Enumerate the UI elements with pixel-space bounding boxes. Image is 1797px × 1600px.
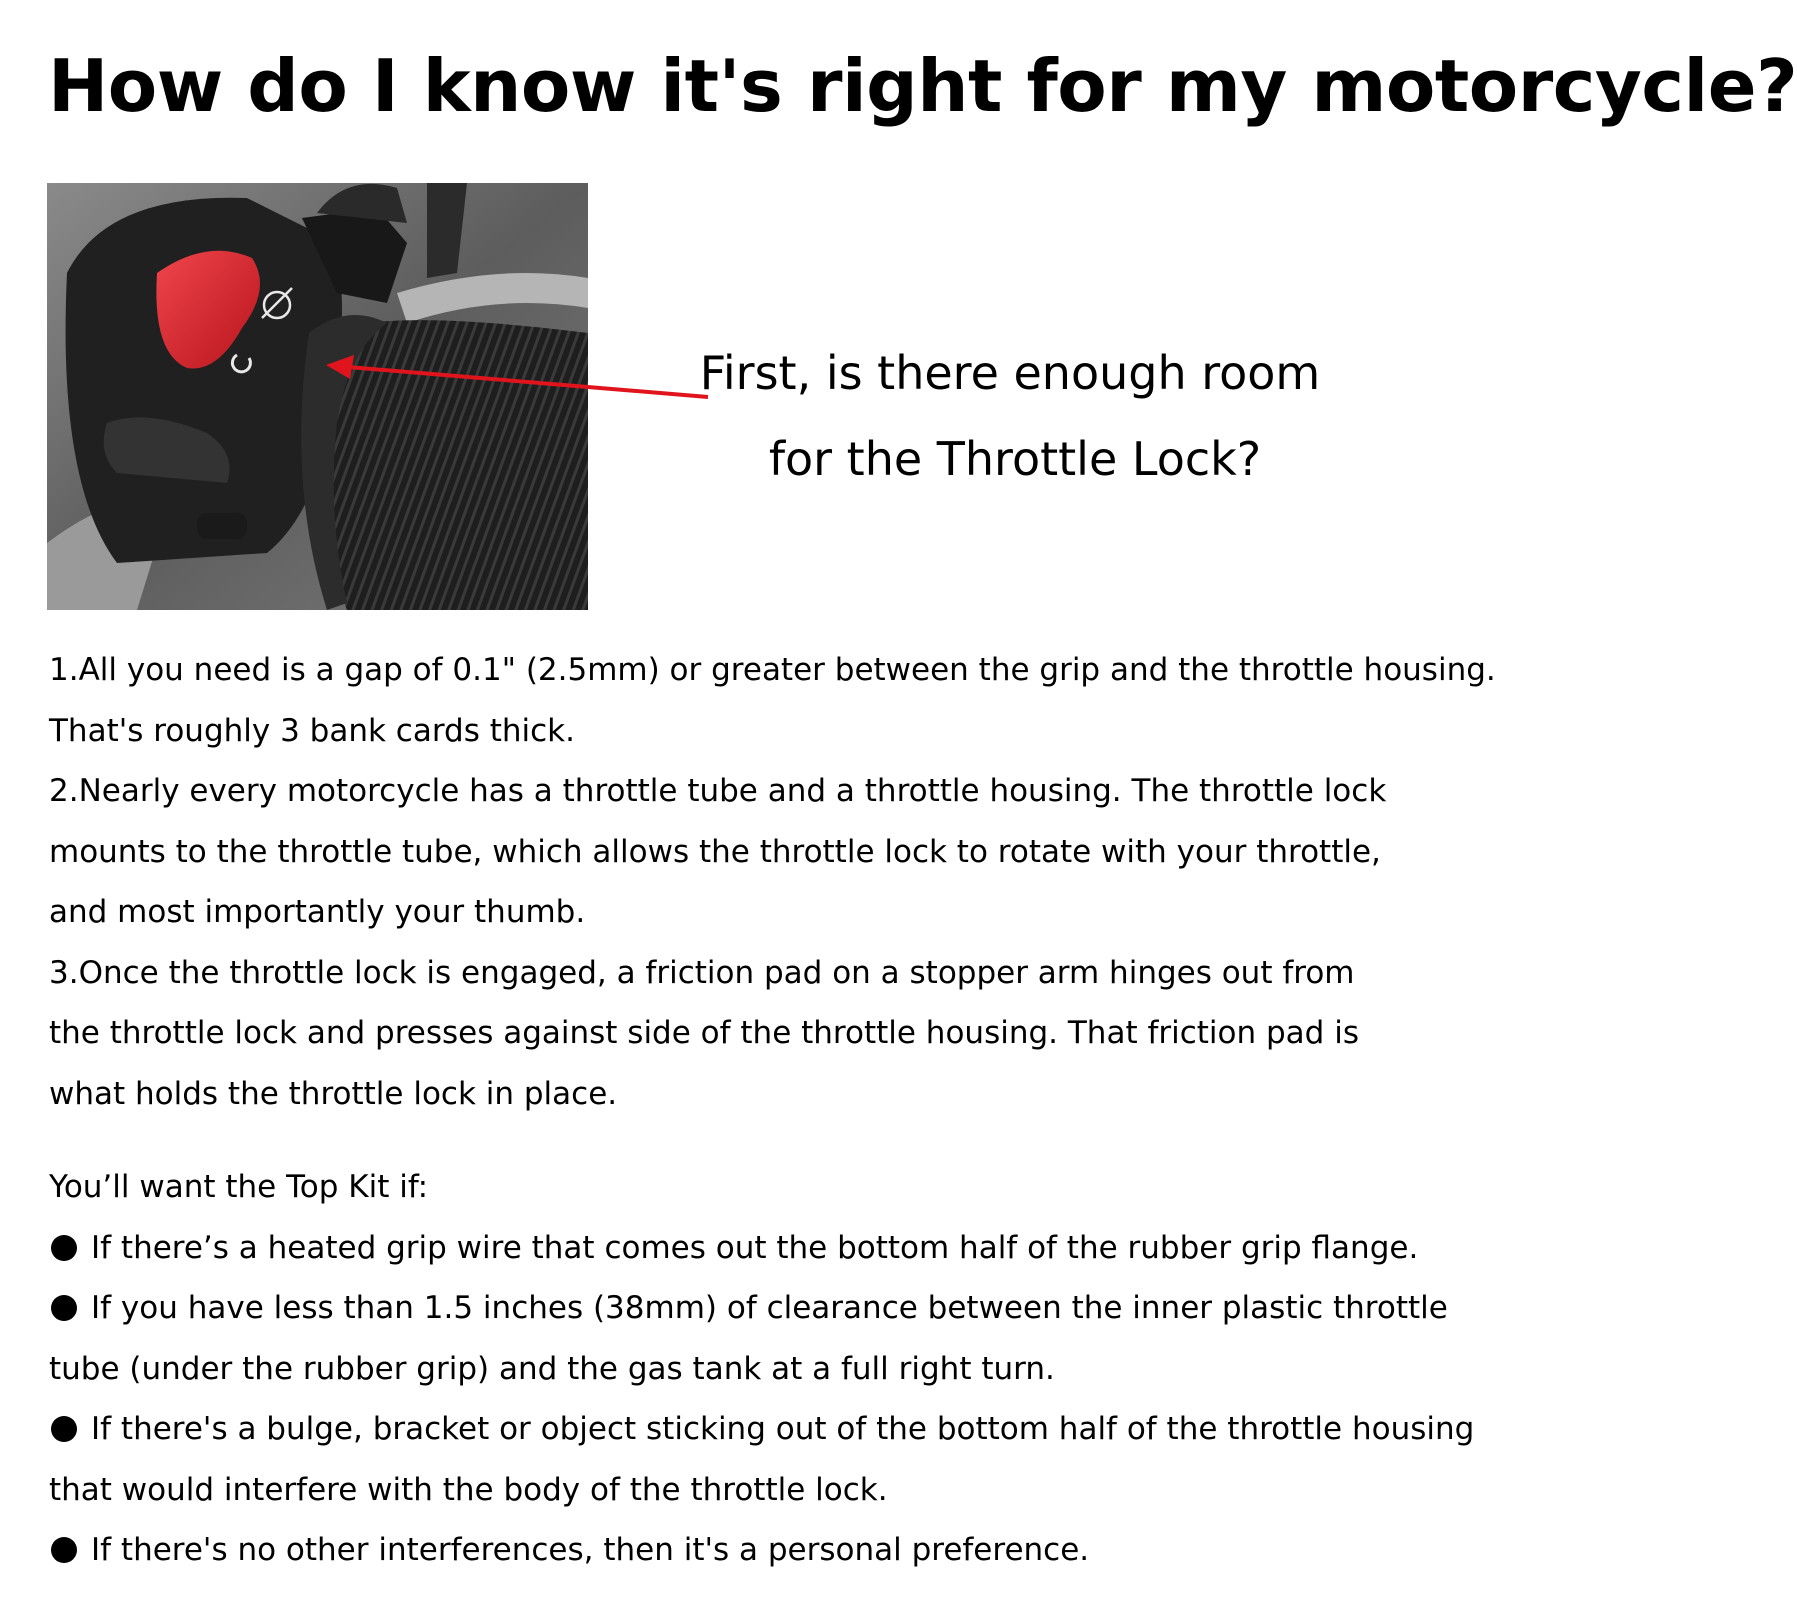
- bullet-icon: [51, 1537, 77, 1563]
- bullet-text: If there’s a heated grip wire that comes out the bottom half of the rubber grip flange.: [91, 1229, 1419, 1266]
- paragraph-line: That's roughly 3 bank cards thick.: [49, 712, 575, 749]
- paragraph-line: and most importantly your thumb.: [49, 894, 586, 930]
- paragraph-line: the throttle lock and presses against side of the throttle housing. That friction pad is: [49, 1015, 1359, 1051]
- bullet-icon: [51, 1416, 77, 1442]
- bullet-text: If there's no other interferences, then it's a personal preference.: [91, 1532, 1090, 1568]
- bullet-icon: [51, 1295, 77, 1321]
- bullet-continuation: that would interfere with the body of the throttle lock.: [49, 1471, 888, 1508]
- bullet-text: If you have less than 1.5 inches (38mm) of clearance between the inner plastic throttle: [91, 1290, 1448, 1326]
- bullet-icon: [51, 1235, 77, 1261]
- arrow-icon: [320, 355, 720, 415]
- top-kit-bullet: [49, 1278, 1579, 1339]
- top-kit-heading: You’ll want the Top Kit if:: [49, 1169, 429, 1205]
- page-title: How do I know it's right for my motorcycle?: [48, 44, 1797, 128]
- top-kit-bullet: [49, 1218, 1579, 1279]
- top-kit-bullet: [49, 1520, 1579, 1581]
- paragraph-line: what holds the throttle lock in place.: [49, 1075, 618, 1112]
- callout-text: [680, 330, 1340, 502]
- callout-line-1: First, is there enough room: [699, 346, 1321, 400]
- callout-line-2: for the Throttle Lock?: [768, 432, 1262, 486]
- body-text: [49, 640, 1579, 1581]
- paragraph-line: 3.Once the throttle lock is engaged, a friction pad on a stopper arm hinges out from: [49, 954, 1355, 991]
- paragraph-line: 1.All you need is a gap of 0.1" (2.5mm) or greater between the grip and the throttle housing.: [49, 652, 1496, 688]
- bullet-continuation: tube (under the rubber grip) and the gas tank at a full right turn.: [49, 1350, 1055, 1387]
- section-gap: [49, 1124, 1579, 1157]
- top-kit-bullet: [49, 1399, 1579, 1460]
- paragraph-line: 2.Nearly every motorcycle has a throttle tube and a throttle housing. The throttle lock: [49, 773, 1387, 809]
- paragraph-line: mounts to the throttle tube, which allows the throttle lock to rotate with your throttle,: [49, 833, 1381, 870]
- bullet-text: If there's a bulge, bracket or object sticking out of the bottom half of the throttle housing: [91, 1411, 1475, 1447]
